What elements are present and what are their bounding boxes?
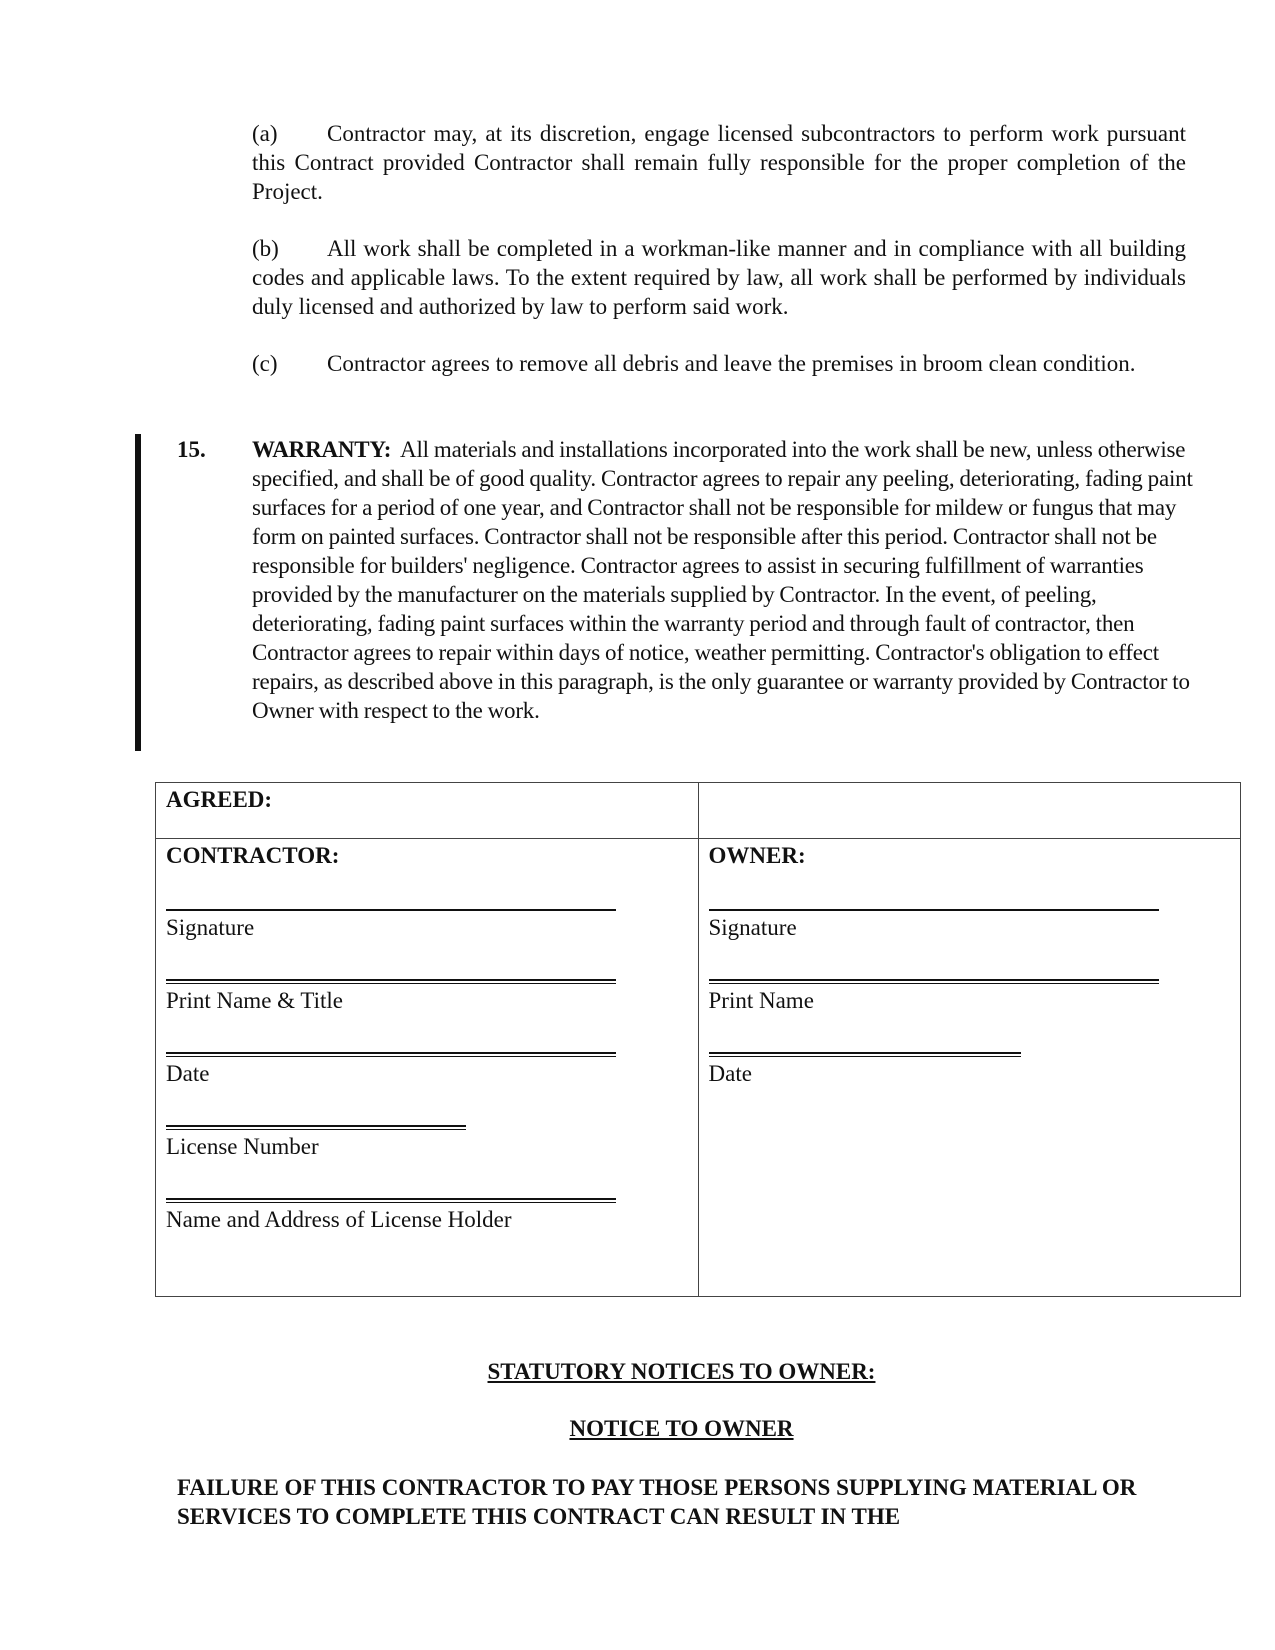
owner-heading: OWNER:: [708, 843, 806, 868]
owner-name-label: Print Name: [708, 988, 814, 1013]
revision-bar: [135, 434, 141, 751]
license-holder-label: Name and Address of License Holder: [166, 1207, 512, 1232]
contractor-name-line[interactable]: [166, 979, 616, 984]
contractor-signature-label: Signature: [166, 915, 255, 940]
license-holder-line[interactable]: [166, 1198, 616, 1203]
notice-text: FAILURE OF THIS CONTRACTOR TO PAY THOSE PERSONS SUPPLYING MATERIAL OR SERVICES TO COMPLETE THIS CONTRACT CAN RESULT IN THE: [177, 1475, 1137, 1529]
owner-date-label: Date: [708, 1061, 752, 1086]
warranty-text: All materials and installations incorporated into the work shall be new, unless otherwise specified, and shall be of good quality. Contractor agrees to repair any peeling, deteriorating, fading paint surfaces for a period of one year, and Contractor shall not be responsible for mildew or fungus that may form on painted surfaces. Contractor shall not be responsible after this period. Contractor shall not be responsible for builders' negligence. Contractor agrees to assist in securing fulfillment of warranties provided by the manufacturer on the materials supplied by Contractor. In the event, of peeling, deteriorating, fading paint surfaces within the warranty period and through fault of contractor, then Contractor agrees to repair within days of notice, weather permitting. Contractor's obligation to effect repairs, as described above in this paragraph, is the only guarantee or warranty provided by Contractor to Owner with respect to the work.: [252, 437, 1193, 723]
clause-label: (a): [252, 121, 278, 146]
contractor-date-line[interactable]: [166, 1052, 616, 1057]
contractor-heading: CONTRACTOR:: [166, 843, 340, 868]
clause-a: [252, 119, 1186, 206]
warranty-section: [252, 435, 1202, 725]
license-number-label: License Number: [166, 1134, 319, 1159]
clause-text: Contractor may, at its discretion, engage licensed subcontractors to perform work pursuant this Contract provided Contractor shall remain fully responsible for the proper completion of the Project.: [252, 121, 1186, 204]
contractor-name-label: Print Name & Title: [166, 988, 343, 1013]
owner-name-line[interactable]: [709, 979, 1159, 984]
owner-signature-label: Signature: [708, 915, 797, 940]
clause-label: (b): [252, 236, 279, 261]
contractor-signature-line[interactable]: [166, 909, 616, 911]
clause-b: [252, 234, 1186, 321]
notice-to-owner-title: NOTICE TO OWNER: [569, 1416, 794, 1441]
clause-text: All work shall be completed in a workman-like manner and in compliance with all building codes and applicable laws. To the extent required by law, all work shall be performed by individuals duly licensed and authorized by law to perform said work.: [252, 236, 1186, 319]
owner-signature-line[interactable]: [709, 909, 1159, 911]
clause-c: [252, 349, 1186, 378]
contractor-date-label: Date: [166, 1061, 210, 1086]
statutory-notices-title: STATUTORY NOTICES TO OWNER:: [487, 1359, 876, 1384]
clause-label: (c): [252, 351, 278, 376]
section-number: 15.: [177, 437, 206, 462]
owner-date-line[interactable]: [709, 1052, 1021, 1057]
signature-table: [155, 782, 1241, 1297]
license-number-line[interactable]: [166, 1125, 466, 1130]
clause-text: Contractor agrees to remove all debris and leave the premises in broom clean condition.: [327, 351, 1136, 376]
warranty-heading: WARRANTY:: [252, 437, 392, 462]
agreed-label: AGREED:: [166, 787, 273, 812]
